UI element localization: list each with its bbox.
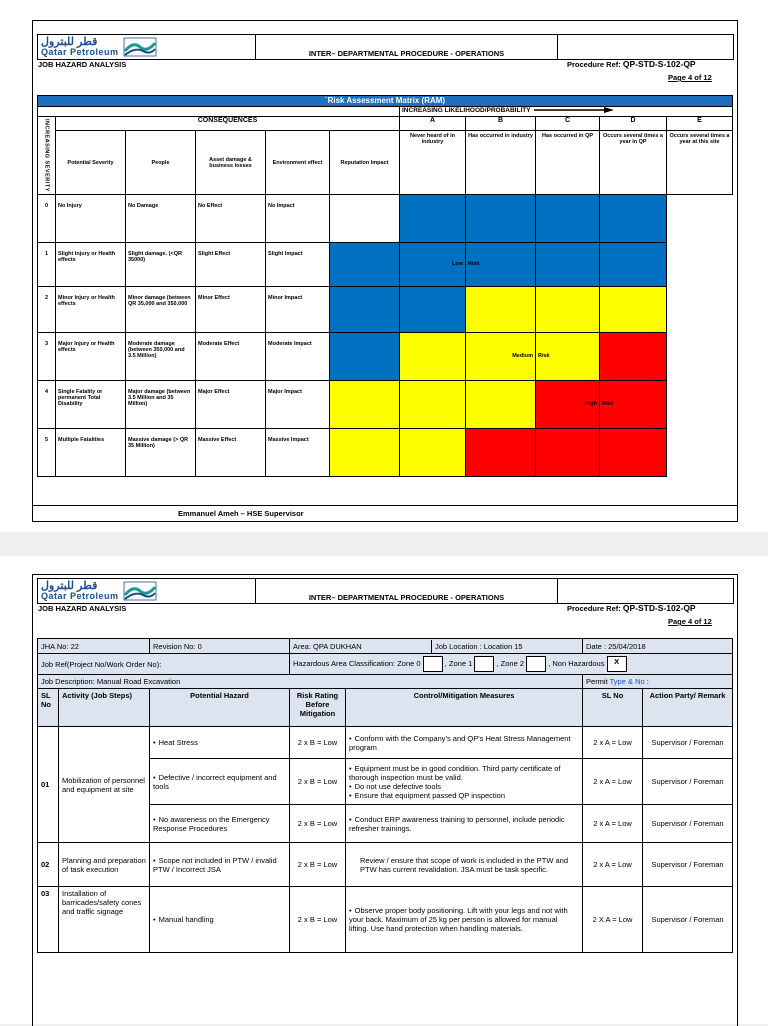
hazardous-area-classification: Hazardous Area Classification: Zone 0 , Zone 1 , Zone 2 , Non Hazardous X bbox=[290, 654, 733, 675]
consequences-header: CONSEQUENCES bbox=[56, 117, 400, 131]
likelihood-desc: Has occurred in QP bbox=[536, 131, 600, 194]
control-item: • Conform with the Company's and QP's Heat Stress Management program bbox=[349, 734, 579, 752]
step-number: 03 bbox=[38, 887, 59, 953]
severity-row bbox=[38, 332, 733, 380]
non-hazardous-checkbox[interactable]: X bbox=[607, 656, 627, 672]
consequence-cell: No Effect bbox=[196, 194, 266, 242]
consequence-cell: Major Effect bbox=[196, 380, 266, 428]
action-party: Supervisor / Foreman bbox=[643, 843, 733, 887]
action-party: Supervisor / Foreman bbox=[643, 759, 733, 805]
likelihood-letter: A bbox=[400, 117, 466, 131]
column-header: SL No bbox=[583, 689, 643, 727]
risk-cell-yellow bbox=[330, 428, 400, 476]
risk-cell-blue bbox=[600, 242, 667, 286]
potential-hazard bbox=[150, 887, 290, 953]
control-measures: Review / ensure that scope of work is included in the PTW and PTW has current revalidation. JSA must be task specific. bbox=[346, 843, 583, 887]
page-number: Page 4 of 12 bbox=[668, 617, 712, 626]
risk-rating-after: 2 x A = Low bbox=[583, 759, 643, 805]
severity-row bbox=[38, 194, 733, 242]
revision-number: Revision No: 0 bbox=[150, 639, 290, 654]
hazard-text: • Defective / incorrect equipment and tools bbox=[153, 773, 286, 791]
action-party: Supervisor / Foreman bbox=[643, 887, 733, 953]
risk-rating-before: 2 x B = Low bbox=[290, 805, 346, 843]
severity-row bbox=[38, 380, 733, 428]
consequence-cell: Minor Effect bbox=[196, 286, 266, 332]
job-location: Job Location : Location 15 bbox=[435, 641, 523, 651]
risk-cell-blue bbox=[536, 242, 600, 286]
risk-cell-yellow: Risk bbox=[536, 332, 600, 380]
risk-cell-blue bbox=[400, 194, 466, 242]
likelihood-letter: C bbox=[536, 117, 600, 131]
job-hazard-analysis-table bbox=[37, 638, 733, 953]
hazard-text: • Manual handling bbox=[153, 915, 286, 924]
action-party: Supervisor / Foreman bbox=[643, 805, 733, 843]
risk-rating-after: 2 X A = Low bbox=[583, 887, 643, 953]
column-header: Risk Rating Before Mitigation bbox=[290, 689, 346, 727]
table-row bbox=[38, 843, 733, 887]
control-measures bbox=[346, 727, 583, 759]
severity-level: 0 bbox=[38, 194, 56, 242]
likelihood-letter: E bbox=[667, 117, 733, 131]
control-item: • Conduct ERP awareness training to personnel, include periodic refresher trainings. bbox=[349, 815, 579, 833]
column-header: Asset damage & business losses bbox=[196, 131, 266, 194]
consequence-cell: Slight damage. (<QR 35000) bbox=[126, 242, 196, 286]
qatar-petroleum-logo bbox=[41, 36, 252, 58]
zone0-checkbox[interactable] bbox=[423, 656, 443, 672]
severity-level: 2 bbox=[38, 286, 56, 332]
severity-row bbox=[38, 428, 733, 476]
header-blank-cell bbox=[558, 35, 734, 60]
procedure-title: INTER– DEPARTMENTAL PROCEDURE - OPERATIONS bbox=[256, 579, 558, 604]
risk-rating-before: 2 x B = Low bbox=[290, 727, 346, 759]
likelihood-desc: Has occurred in industry bbox=[466, 131, 536, 194]
logo-emblem-icon bbox=[123, 37, 157, 57]
likelihood-letter: D bbox=[600, 117, 667, 131]
consequence-cell: Minor Impact bbox=[266, 286, 330, 332]
risk-cell-blue: Low bbox=[400, 242, 466, 286]
page-number: Page 4 of 12 bbox=[668, 73, 712, 82]
likelihood-letter: B bbox=[466, 117, 536, 131]
potential-hazard bbox=[150, 727, 290, 759]
risk-rating-before: 2 x B = Low bbox=[290, 887, 346, 953]
consequence-cell: No Damage bbox=[126, 194, 196, 242]
area-location-cell bbox=[290, 639, 583, 654]
severity-row bbox=[38, 286, 733, 332]
header-blank-cell bbox=[558, 579, 734, 604]
risk-cell-yellow bbox=[600, 286, 667, 332]
risk-cell-white bbox=[330, 194, 400, 242]
column-header: Control/Mitigation Measures bbox=[346, 689, 583, 727]
consequence-cell: Major Injury or Health effects bbox=[56, 332, 126, 380]
risk-cell-yellow bbox=[466, 286, 536, 332]
column-header: Environment effect bbox=[266, 131, 330, 194]
step-number: 01 bbox=[38, 727, 59, 843]
control-measures bbox=[346, 759, 583, 805]
risk-cell-yellow: Medium bbox=[466, 332, 536, 380]
action-party: Supervisor / Foreman bbox=[643, 727, 733, 759]
likelihood-desc: Occurs several times a year in QP bbox=[600, 131, 667, 194]
hazard-text: • No awareness on the Emergency Response Procedures bbox=[153, 815, 286, 833]
consequence-cell: Multiple Fatalities bbox=[56, 428, 126, 476]
risk-cell-blue bbox=[330, 242, 400, 286]
consequence-cell: Major damage (between 3.5 Million and 35 Million) bbox=[126, 380, 196, 428]
footer-divider bbox=[32, 505, 738, 506]
control-measures bbox=[346, 805, 583, 843]
zone2-checkbox[interactable] bbox=[526, 656, 546, 672]
logo-english-text: Qatar Petroleum bbox=[41, 46, 119, 57]
potential-hazard bbox=[150, 759, 290, 805]
risk-cell-red bbox=[600, 332, 667, 380]
procedure-ref: Procedure Ref: QP-STD-S-102-QP bbox=[567, 59, 696, 69]
risk-cell-red bbox=[600, 428, 667, 476]
jha-date: Date : 25/04/2018 bbox=[583, 639, 733, 654]
risk-cell-blue bbox=[400, 286, 466, 332]
job-ref: Job Ref(Project No/Work Order No): bbox=[38, 654, 290, 675]
control-item: • Do not use defective tools bbox=[349, 782, 579, 791]
consequence-cell: No Impact bbox=[266, 194, 330, 242]
risk-assessment-matrix bbox=[37, 95, 733, 477]
column-header: People bbox=[126, 131, 196, 194]
area-field: Area: QPA DUKHAN bbox=[290, 640, 432, 653]
likelihood-desc: Occurs several times a year at this site bbox=[667, 131, 733, 194]
logo-arabic-text: قطر للبترول bbox=[41, 579, 98, 592]
control-item: • Observe proper body positioning. Lift with your legs and not with your back. Maximum of 25 kg per person is allowed for manual lifting. Use hand protection when handling materials. bbox=[349, 906, 579, 933]
control-measures bbox=[346, 887, 583, 953]
ram-spacer bbox=[38, 107, 400, 117]
qatar-petroleum-logo bbox=[41, 580, 252, 602]
consequence-cell: Moderate Impact bbox=[266, 332, 330, 380]
potential-hazard bbox=[150, 805, 290, 843]
permit-field: Permit Type & No : bbox=[583, 675, 733, 689]
risk-cell-blue bbox=[536, 194, 600, 242]
page-header bbox=[37, 578, 734, 604]
risk-rating-after: 2 x A = Low bbox=[583, 727, 643, 759]
consequence-cell: Massive Effect bbox=[196, 428, 266, 476]
doc-type-label: JOB HAZARD ANALYSIS bbox=[38, 604, 127, 613]
activity-step: Installation of barricades/safety cones and traffic signage bbox=[59, 887, 150, 953]
risk-cell-yellow bbox=[536, 286, 600, 332]
consequence-cell: Massive Impact bbox=[266, 428, 330, 476]
risk-cell-yellow bbox=[330, 380, 400, 428]
severity-row bbox=[38, 242, 733, 286]
column-header: SL No bbox=[38, 689, 59, 727]
control-item: • Equipment must be in good condition. Third party certificate of thorough inspection must be valid. bbox=[349, 764, 579, 782]
footer-signature: Emmanuel Ameh – HSE Supervisor bbox=[178, 509, 304, 518]
risk-rating-after: 2 x A = Low bbox=[583, 843, 643, 887]
consequence-cell: Massive damage (> QR 35 Million) bbox=[126, 428, 196, 476]
severity-level: 4 bbox=[38, 380, 56, 428]
arrow-right-icon bbox=[532, 107, 614, 113]
hazard-text: • Scope not included in PTW / invalid PTW / Incorrect JSA bbox=[153, 856, 286, 874]
doc-type-label: JOB HAZARD ANALYSIS bbox=[38, 60, 127, 69]
consequence-cell: Slight Effect bbox=[196, 242, 266, 286]
risk-rating-before: 2 x B = Low bbox=[290, 759, 346, 805]
risk-rating-before: 2 x B = Low bbox=[290, 843, 346, 887]
zone1-checkbox[interactable] bbox=[474, 656, 494, 672]
likelihood-desc: Never heard of in industry bbox=[400, 131, 466, 194]
procedure-title: INTER– DEPARTMENTAL PROCEDURE - OPERATIONS bbox=[256, 35, 558, 60]
potential-hazard bbox=[150, 843, 290, 887]
risk-cell-blue bbox=[466, 194, 536, 242]
risk-cell-blue: Risk bbox=[466, 242, 536, 286]
risk-cell-blue bbox=[330, 332, 400, 380]
control-item: • Ensure that equipment passed QP inspection bbox=[349, 791, 579, 800]
consequence-cell: Minor Injury or Health effects bbox=[56, 286, 126, 332]
severity-level: 5 bbox=[38, 428, 56, 476]
column-header: Potential Severity bbox=[56, 131, 126, 194]
likelihood-header: INCREASING LIKELIHOOD/PROBABILITY bbox=[400, 107, 733, 117]
table-row bbox=[38, 887, 733, 953]
consequence-cell: Moderate damage (between 350,000 and 3.5 Million) bbox=[126, 332, 196, 380]
table-row bbox=[38, 727, 733, 759]
risk-cell-red bbox=[466, 428, 536, 476]
logo-emblem-icon bbox=[123, 581, 157, 601]
logo-english-text: Qatar Petroleum bbox=[41, 590, 119, 601]
risk-cell-yellow bbox=[400, 380, 466, 428]
severity-axis-label: INCREASING SEVERITY bbox=[38, 117, 56, 195]
risk-cell-yellow bbox=[400, 428, 466, 476]
logo-arabic-text: قطر للبترول bbox=[41, 35, 98, 48]
page-header bbox=[37, 34, 734, 60]
consequence-cell: Minor damage (between QR 35,000 and 350,000 bbox=[126, 286, 196, 332]
risk-cell-red bbox=[536, 428, 600, 476]
consequence-cell: Slight Impact bbox=[266, 242, 330, 286]
job-description: Job Description: Manual Road Excavation bbox=[38, 675, 583, 689]
procedure-ref: Procedure Ref: QP-STD-S-102-QP bbox=[567, 603, 696, 613]
severity-level: 1 bbox=[38, 242, 56, 286]
consequence-cell: Slight Injury or Health effects bbox=[56, 242, 126, 286]
risk-cell-blue bbox=[330, 286, 400, 332]
risk-cell-yellow bbox=[466, 380, 536, 428]
consequence-cell: Major Impact bbox=[266, 380, 330, 428]
risk-rating-after: 2 x A = Low bbox=[583, 805, 643, 843]
logo-cell bbox=[38, 35, 256, 60]
step-number: 02 bbox=[38, 843, 59, 887]
column-header: Potential Hazard bbox=[150, 689, 290, 727]
activity-step: Mobilization of personnel and equipment at site bbox=[59, 727, 150, 843]
risk-cell-yellow bbox=[400, 332, 466, 380]
risk-cell-blue bbox=[600, 194, 667, 242]
risk-cell-red: Risk bbox=[600, 380, 667, 428]
column-header: Action Party/ Remark bbox=[643, 689, 733, 727]
jha-number: JHA No: 22 bbox=[38, 639, 150, 654]
severity-level: 3 bbox=[38, 332, 56, 380]
column-header: Activity (Job Steps) bbox=[59, 689, 150, 727]
column-header: Reputation Impact bbox=[330, 131, 400, 194]
consequence-cell: No Injury bbox=[56, 194, 126, 242]
ram-title: `Risk Assessment Matrix (RAM) bbox=[38, 96, 733, 107]
hazard-text: • Heat Stress bbox=[153, 738, 286, 747]
activity-step: Planning and preparation of task execution bbox=[59, 843, 150, 887]
risk-cell-red: High bbox=[536, 380, 600, 428]
consequence-cell: Moderate Effect bbox=[196, 332, 266, 380]
logo-cell bbox=[38, 579, 256, 604]
consequence-cell: Single Fatality or permanent Total Disability bbox=[56, 380, 126, 428]
